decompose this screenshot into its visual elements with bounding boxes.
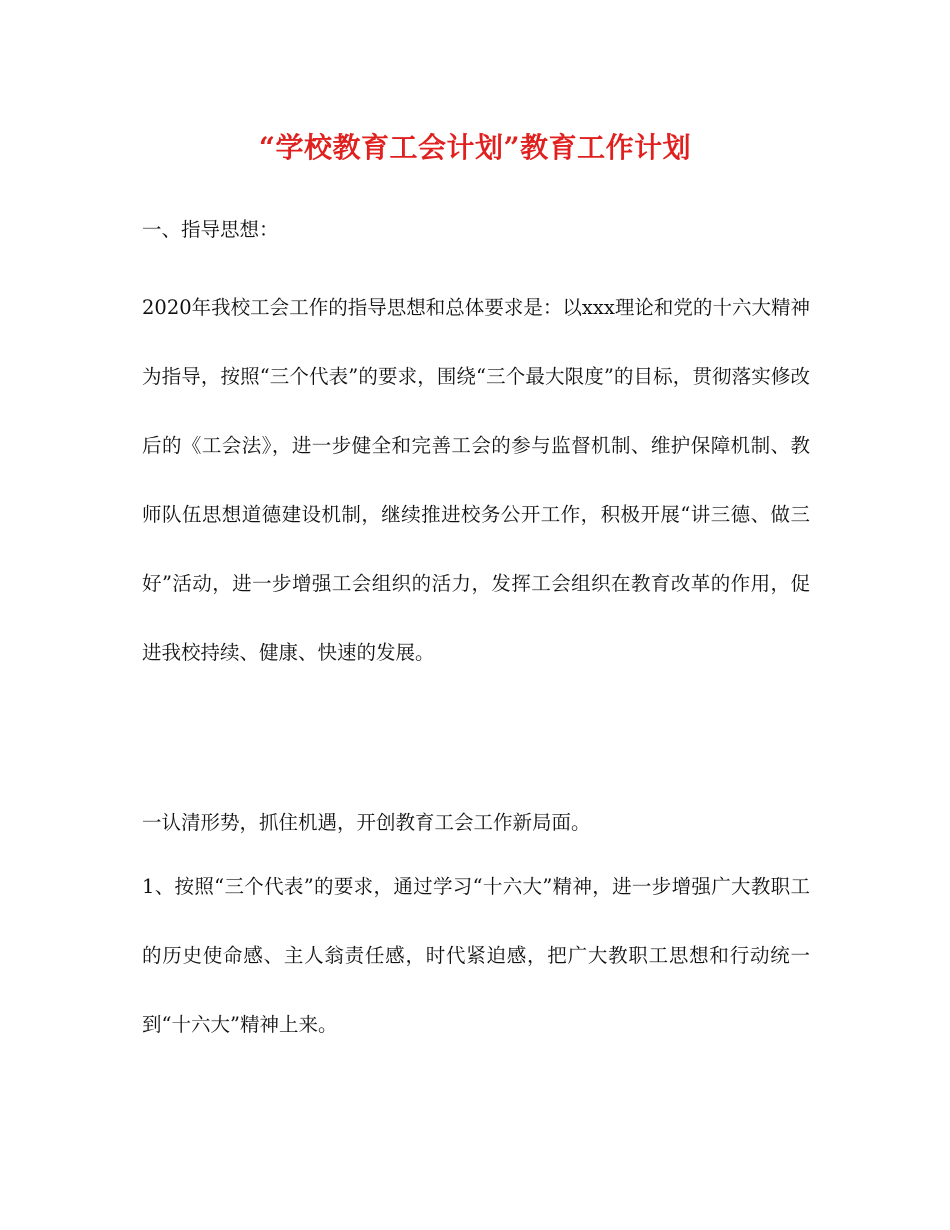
section-heading: 一、指导思想： [142, 218, 279, 241]
paragraph-situation: 一认清形势，抓住机遇，开创教育工会工作新局面。 [142, 811, 591, 834]
paragraph-guiding-ideology: 2020年我校工会工作的指导思想和总体要求是：以xxx理论和党的十六大精神为指导，按照“三个代表”的要求，围绕“三个最大限度”的目标，贯彻落实修改后的《工会法》，进一步健全和完善工会的参与监督机制、维护保障机制、教师队伍思想道德建设机制，继续推进校务公开工作，积极开展“讲三德、做三好”活动，进一步增强工会组织的活力，发挥工会组织在教育改革的作用，促进我校持续、健康、快速的发展。 [142, 296, 810, 664]
document-title: “学校教育工会计划”教育工作计划 [258, 131, 692, 164]
paragraph-item-1: 1、按照“三个代表”的要求，通过学习“十六大”精神，进一步增强广大教职工的历史使命感、主人翁责任感，时代紧迫感，把广大教职工思想和行动统一到“十六大”精神上来。 [142, 875, 810, 1036]
